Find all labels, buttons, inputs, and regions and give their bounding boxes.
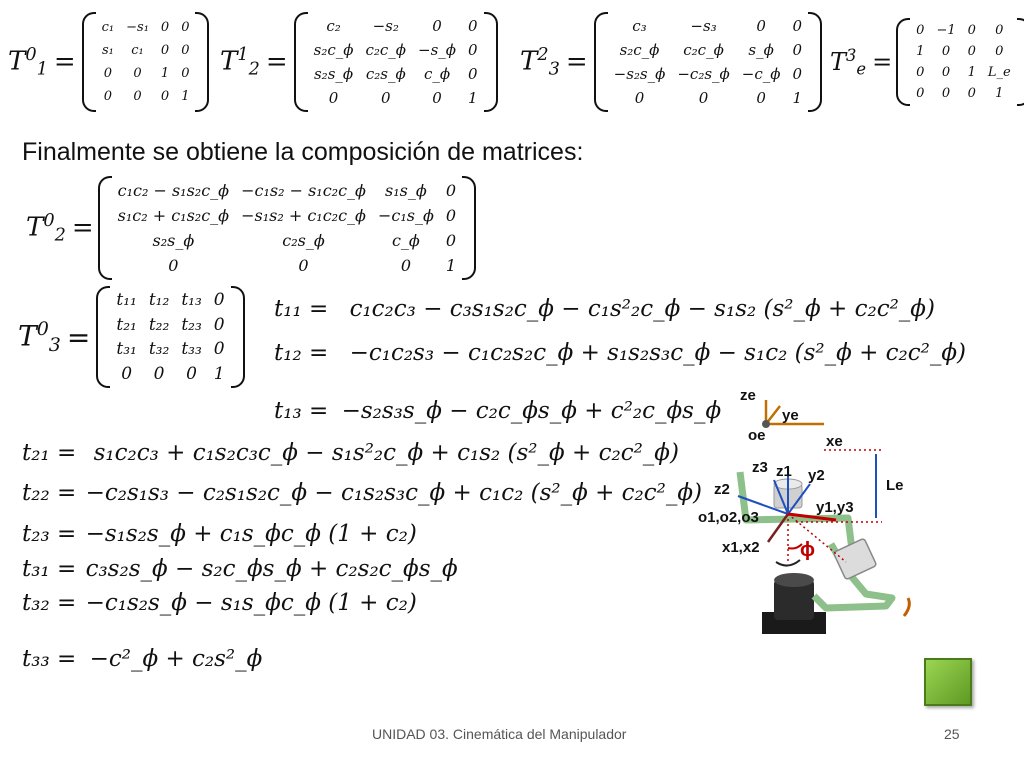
equation-t32-expr: −c₁s₂s_ϕ − s₁s_ϕc_ϕ (1 + c₂) — [85, 590, 417, 616]
label-y1y3: y1,y3 — [816, 499, 854, 516]
label-z2: z2 — [714, 481, 730, 498]
matrix-t1-0: $T^0_1$ = c₁ −s₁ 0 0 s₁ c₁ 0 0 0 0 1 0 0 0 0 1 — [8, 12, 209, 112]
matrix-t1-0-lhs: $T^0_1$ — [8, 44, 48, 80]
equation-t21-label: t₂₁ = — [22, 440, 77, 466]
equation-t21 — [22, 440, 679, 466]
equation-t32-label: t₃₂ = — [22, 590, 77, 616]
label-x1x2: x1,x2 — [722, 539, 760, 556]
equation-t13-label: t₁₃ = — [274, 398, 329, 424]
equation-t13-expr: −s₂s₃s_ϕ − c₂c_ϕs_ϕ + c²₂c_ϕs_ϕ — [341, 398, 722, 424]
equation-t11 — [274, 296, 935, 322]
matrix-t2-0-lhs: $T^0_2$ — [26, 210, 66, 246]
label-z1: z1 — [776, 463, 792, 480]
label-ze: ze — [740, 387, 756, 404]
joint-3-block — [833, 538, 876, 580]
equation-t22-label: t₂₂ = — [22, 480, 77, 506]
equation-t31-expr: c₃s₂s_ϕ − s₂c_ϕs_ϕ + c₂s₂c_ϕs_ϕ — [85, 556, 458, 582]
equation-t21-expr: s₁c₂c₃ + c₁s₂c₃c_ϕ − s₁s²₂c_ϕ + c₁s₂ (s²_ϕ + c₂c²_ϕ) — [93, 440, 679, 466]
base-motor-top — [774, 573, 814, 587]
equation-t23-label: t₂₃ = — [22, 521, 77, 547]
equation-t22-expr: −c₂s₁s₃ − c₂s₁s₂c_ϕ − c₁s₂s₃c_ϕ + c₁c₂ (s²_ϕ + c₂c²_ϕ) — [85, 480, 703, 506]
matrix-te-3-body: 0 −1 0 0 1 0 0 0 0 0 1 L_e 0 0 0 1 — [916, 23, 1011, 101]
equation-t11-label: t₁₁ = — [274, 296, 329, 322]
rotation-arrow-tool — [904, 598, 909, 616]
matrix-t2-0: $T^0_2$ = c₁c₂ − s₁s₂c_ϕ −c₁s₂ − s₁c₂c_ϕ s₁s_ϕ 0 s₁c₂ + c₁s₂c_ϕ −s₁s₂ + c₁c₂c_ϕ −c₁s_ϕ 0 s₂s_ϕ c₂s_ϕ c_ϕ 0 0 0 0 1 — [26, 176, 476, 280]
matrix-t3-2-body: c₃ −s₃ 0 0 s₂c_ϕ c₂c_ϕ s_ϕ 0 −s₂s_ϕ −c₂s_ϕ −c_ϕ 0 0 0 0 1 — [613, 17, 802, 107]
equation-t22 — [22, 480, 702, 506]
matrix-t3-2-lhs: $T^2_3$ — [520, 44, 560, 80]
next-slide-button[interactable] — [924, 658, 972, 706]
equation-t33 — [22, 646, 262, 672]
top-matrices-row — [8, 12, 1011, 114]
label-le: Le — [886, 477, 904, 494]
matrix-t1-0-body: c₁ −s₁ 0 0 s₁ c₁ 0 0 0 0 1 0 0 0 0 1 — [101, 20, 190, 104]
matrix-t3-0-lhs: $T^0_3$ — [18, 318, 61, 356]
equation-t12 — [274, 340, 966, 366]
equation-t33-expr: −c²_ϕ + c₂s²_ϕ — [89, 646, 263, 672]
equation-t33-label: t₃₃ = — [22, 646, 77, 672]
matrix-t2-1: $T^1_2$ = c₂ −s₂ 0 0 s₂c_ϕ c₂c_ϕ −s_ϕ 0 s₂s_ϕ c₂s_ϕ c_ϕ 0 0 0 0 1 — [220, 12, 498, 112]
label-z3: z3 — [752, 459, 768, 476]
footer-title: UNIDAD 03. Cinemática del Manipulador — [372, 726, 627, 742]
equation-t32 — [22, 590, 417, 616]
matrix-t3-0: $T^0_3$ = t₁₁ t₁₂ t₁₃ 0 t₂₁ t₂₂ t₂₃ 0 t₃₁ t₃₂ t₃₃ 0 0 0 0 1 — [18, 286, 245, 388]
matrix-t2-1-body: c₂ −s₂ 0 0 s₂c_ϕ c₂c_ϕ −s_ϕ 0 s₂s_ϕ c₂s_ϕ c_ϕ 0 0 0 0 1 — [313, 17, 478, 107]
slide-heading: Finalmente se obtiene la composición de matrices: — [22, 138, 584, 166]
equation-t23 — [22, 521, 417, 547]
label-oe: oe — [748, 427, 766, 444]
equation-t13 — [274, 398, 721, 424]
equation-t23-expr: −s₁s₂s_ϕ + c₁s_ϕc_ϕ (1 + c₂) — [85, 521, 417, 547]
label-xe: xe — [826, 433, 843, 450]
label-y2: y2 — [808, 467, 825, 484]
equation-t11-expr: c₁c₂c₃ − c₃s₁s₂c_ϕ − c₁s²₂c_ϕ − s₁s₂ (s²_ϕ + c₂c²_ϕ) — [349, 296, 935, 322]
label-ye: ye — [782, 407, 799, 424]
equation-t31-label: t₃₁ = — [22, 556, 77, 582]
matrix-t2-0-body: c₁c₂ − s₁s₂c_ϕ −c₁s₂ − s₁c₂c_ϕ s₁s_ϕ 0 s₁c₂ + c₁s₂c_ϕ −s₁s₂ + c₁c₂c_ϕ −c₁s_ϕ 0 s₂s_ϕ c₂s_ϕ c_ϕ 0 0 0 0 1 — [117, 181, 457, 275]
equation-t12-expr: −c₁c₂s₃ − c₁c₂s₂c_ϕ + s₁s₂s₃c_ϕ − s₁c₂ (s²_ϕ + c₂c²_ϕ) — [349, 340, 967, 366]
manipulator-diagram — [696, 384, 936, 640]
matrix-t3-0-body: t₁₁ t₁₂ t₁₃ 0 t₂₁ t₂₂ t₂₃ 0 t₃₁ t₃₂ t₃₃ 0 0 0 0 1 — [116, 290, 225, 384]
label-phi: ϕ — [800, 539, 815, 561]
label-o123: o1,o2,o3 — [698, 509, 759, 526]
matrix-t3-2: $T^2_3$ = c₃ −s₃ 0 0 s₂c_ϕ c₂c_ϕ s_ϕ 0 −s₂s_ϕ −c₂s_ϕ −c_ϕ 0 0 0 0 1 — [520, 12, 822, 112]
matrix-t2-1-lhs: $T^1_2$ — [220, 44, 260, 80]
footer-page-number: 25 — [944, 726, 960, 742]
equation-t12-label: t₁₂ = — [274, 340, 329, 366]
matrix-te-3: $T^3_e$ = 0 −1 0 0 1 0 0 0 0 0 1 L_e 0 0 0 1 — [830, 18, 1024, 106]
matrix-te-3-lhs: $T^3_e$ — [830, 45, 867, 79]
equation-t31 — [22, 556, 458, 582]
